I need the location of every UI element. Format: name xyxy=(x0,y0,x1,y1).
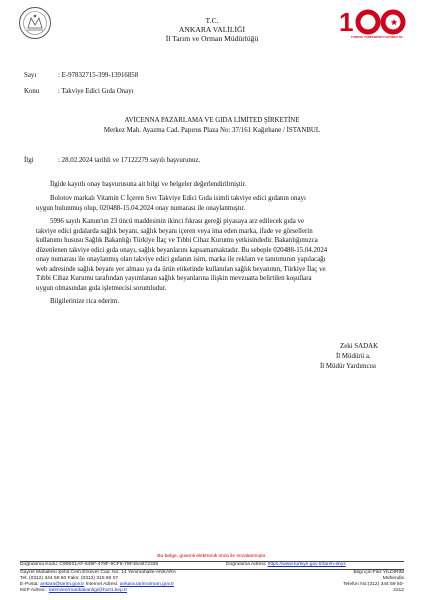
recipient-company: AVİCENNA PAZARLAMA VE GIDA LİMİTED ŞİRKETİNE xyxy=(124,117,300,124)
body-paragraph-1: İlgide kayıtlı onay başvurusuna ait bilgi ve belgeler değerlendirilmiştir. xyxy=(50,181,247,188)
body-p3-line: takviye edici gıdalarda sağlık beyanı, sağlık beyanı içeren veya ima eden marka, ifade ve görsellerin xyxy=(36,227,313,235)
centennial-caption: TÜRKİYE CUMHURİYETİ YÜZÜNCÜ YIL xyxy=(351,35,403,39)
office-address: Gayret Mahallesi Şehit Cem Ersever Cad. No: 14 Yenimahalle-ANKARA xyxy=(20,570,177,575)
closing-line: Bilgilerinize rica ederim. xyxy=(50,298,120,305)
centennial-logo xyxy=(337,6,417,42)
verification-address-row xyxy=(226,562,346,568)
email-label: E-Posta: xyxy=(20,582,39,587)
ilgi-label: İlgi xyxy=(24,157,34,164)
header-tc: T.C. xyxy=(205,16,219,25)
centennial-100-icon xyxy=(337,6,417,36)
body-p3-line: Tıbbi Cihaz Kurumu tarafından yayımlanan sağlık beyanlarına ilişkin mevzuatta belirtilen koşullara xyxy=(36,275,312,282)
body-p3-line: kullanımı hususu Sağlık Bakanlığı Türkiye İlaç ve Tıbbi Cihaz Kurumu yetkisindedir. Bakanlığımızca xyxy=(36,237,318,244)
kep-row xyxy=(20,588,127,594)
kep-label: KEP Adresi : xyxy=(20,588,48,593)
signatory-title-1: İl Müdürü a. xyxy=(336,353,371,360)
verification-code-label: Doğrulama Kodu: xyxy=(20,562,59,567)
body-p3-line: web adresinde sağlık beyanı yer alması ya da ürün etiketinde kullanılan sağlık beyanının, Türkiye İlaç ve xyxy=(36,265,326,273)
info-line-4: 2212 xyxy=(393,588,404,593)
web-link[interactable]: ankara.tarimorman.gov.tr xyxy=(119,582,175,587)
info-line-2: Mühendis xyxy=(382,576,404,581)
body-p3-line: 5996 sayılı Kanun'un 23 üncü maddesinin ikinci fıkrası gereği piyasaya arz edilecek gıda ve xyxy=(50,218,305,225)
signatory-name: Zeki SADAK xyxy=(340,343,379,350)
body-p3-line: düzenlenen takviye edici gıda onayı, sağlık beyanlarını kapsamamaktadır. Bu sebeple 020488-15.04.2024 xyxy=(36,246,328,254)
header-directorate: İl Tarım ve Orman Müdürlüğü xyxy=(165,34,259,43)
web-label: İnternet Adresi: xyxy=(85,582,119,587)
signatory-title-2: İl Müdür Yardımcısı xyxy=(320,363,377,370)
konu-label: Konu xyxy=(24,88,40,95)
body-paragraph-2-line-2: uygun bulunmuş olup, 020488-15.04.2024 onay numarası ile onaylanmıştır. xyxy=(36,204,246,212)
verification-code-value: C90E01AF-549F-478F-9CF6-79F48AB72339 xyxy=(59,562,159,567)
svg-text:1: 1 xyxy=(339,7,354,36)
konu-value: : Takviye Edici Gıda Onayı xyxy=(58,88,134,95)
verification-code-row xyxy=(20,562,158,568)
kep-link[interactable]: tarimveormanbakanligi@hs01.kep.tr xyxy=(48,588,128,593)
verification-address-label: Doğrulama Adresi: xyxy=(226,562,267,567)
info-line-3: Telefon No:(312) 344 59 50- xyxy=(343,582,404,587)
office-phone: Tel: (0312) 344 59 50 Faks: (0312) 315 60 07 xyxy=(20,576,119,581)
header-governorship: ANKARA VALİLİĞİ xyxy=(178,25,246,34)
body-p3-line: uygun olmasından gıda işletmecisi sorumludur. xyxy=(36,284,167,292)
sayi-value: : E-97832715-399-13916858 xyxy=(58,72,139,79)
info-line-1: Bilgi için:Filiz YILDIRIM xyxy=(353,570,404,575)
recipient-address: Merkez Mah. Ayazma Cad. Papırus Plaza No: 37/161 Kağıthane / İSTANBUL xyxy=(103,127,321,134)
body-paragraph-2-line-1: Bolotov markalı Vitamin C İçeren Sıvı Takviye Edici Gıda isimli takviye edici gıdanın onayı xyxy=(50,195,306,202)
ilgi-value: : 28.02.2024 tarihli ve 17122279 sayılı başvurunuz. xyxy=(58,157,201,164)
verification-address-link[interactable]: https://www.turkiye.gov.tr/tarim-ebys xyxy=(267,562,346,567)
body-p3-line: onay numarası ile onaylanmış olan takviye edici gıdanın isim, marka ile reklam ve tanıtımının yapılacağı xyxy=(36,256,326,263)
sayi-label: Sayı xyxy=(24,72,37,79)
email-link[interactable]: ankara@tarim.gov.tr xyxy=(40,582,85,587)
esign-note: Bu belge, güvenli elektronik imza ile imzalanmıştır. xyxy=(157,554,267,559)
